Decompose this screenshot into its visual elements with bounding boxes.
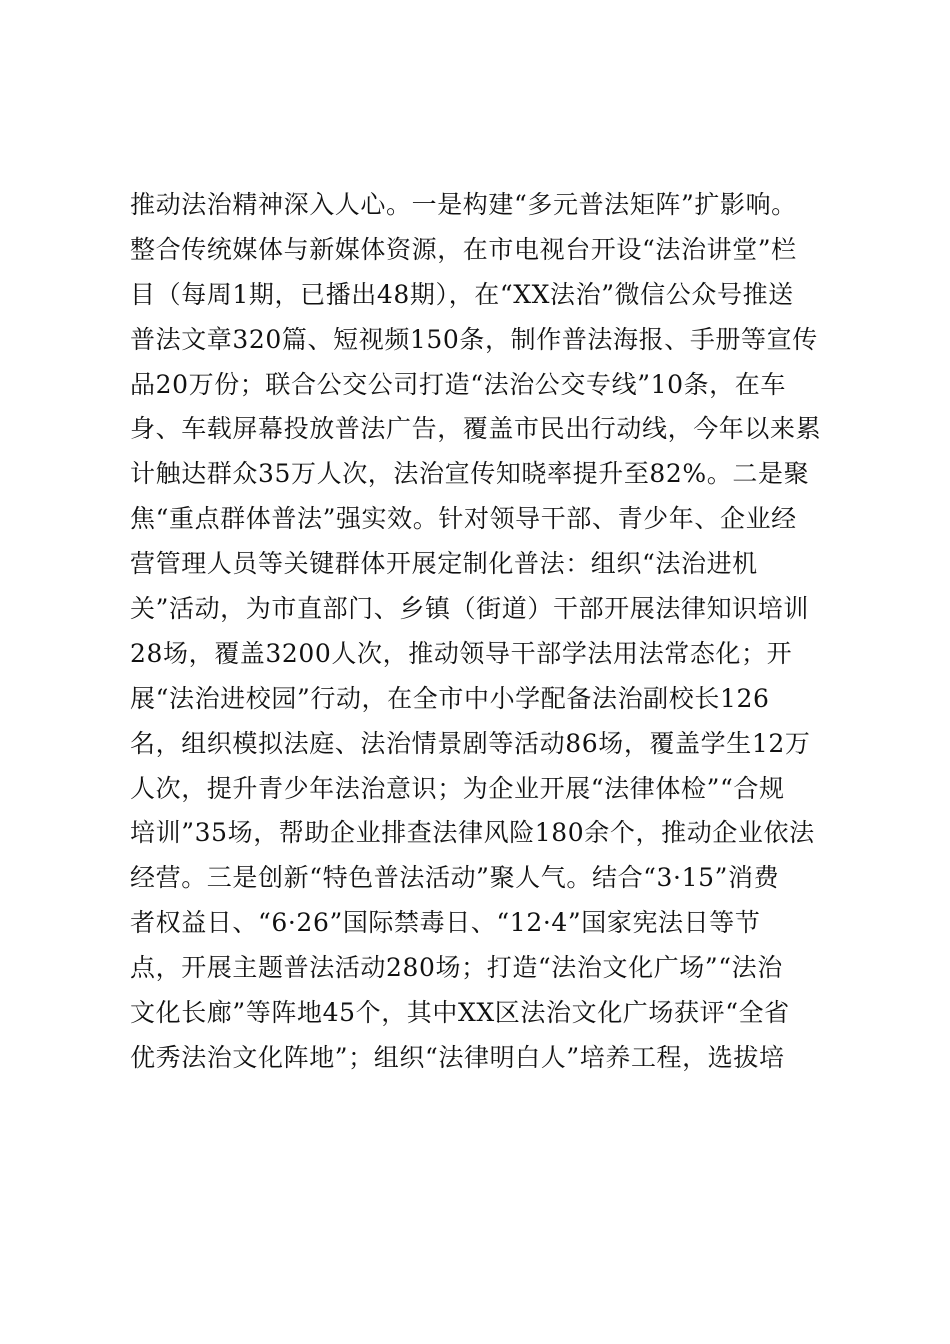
text-line: 焦“重点群体普法”强实效。针对领导干部、青少年、企业经 [130, 504, 797, 534]
text-line: 整合传统媒体与新媒体资源，在市电视台开设“法治讲堂”栏 [130, 234, 797, 264]
text-line: 文化长廊”等阵地45个，其中XX区法治文化广场获评“全省 [130, 998, 790, 1028]
text-line: 者权益日、“6·26”国际禁毒日、“12·4”国家宪法日等节 [130, 908, 761, 938]
text-line: 28场，覆盖3200人次，推动领导干部学法用法常态化；开 [130, 638, 793, 668]
text-line: 优秀法治文化阵地”；组织“法律明白人”培养工程，选拔培 [130, 1042, 785, 1072]
text-line: 推动法治精神深入人心。一是构建“多元普法矩阵”扩影响。 [130, 190, 797, 219]
text-line: 培训”35场，帮助企业排查法律风险180余个，推动企业依法 [130, 818, 815, 848]
text-line: 展“法治进校园”行动，在全市中小学配备法治副校长126 [130, 683, 770, 713]
text-line: 目（每周1期，已播出48期），在“XX法治”微信公众号推送 [130, 279, 794, 309]
text-line: 营管理人员等关键群体开展定制化普法：组织“法治进机 [130, 549, 758, 579]
text-line: 名，组织模拟法庭、法治情景剧等活动86场，覆盖学生12万 [130, 728, 811, 758]
text-line: 经营。三是创新“特色普法活动”聚人气。结合“3·15”消费 [130, 863, 780, 893]
text-line: 计触达群众35万人次，法治宣传知晓率提升至82%。二是聚 [130, 459, 810, 489]
text-line: 身、车载屏幕投放普法广告，覆盖市民出行动线，今年以来累 [130, 414, 822, 444]
text-line: 关”活动，为市直部门、乡镇（街道）干部开展法律知识培训 [130, 594, 809, 624]
text-line: 品20万份；联合公交公司打造“法治公交专线”10条，在车 [130, 369, 786, 399]
text-line: 普法文章320篇、短视频150条，制作普法海报、手册等宣传 [130, 324, 818, 354]
body-paragraph [130, 183, 830, 1081]
text-line: 人次，提升青少年法治意识；为企业开展“法律体检”“合规 [130, 773, 785, 803]
text-line: 点，开展主题普法活动280场；打造“法治文化广场”“法治 [130, 953, 783, 983]
